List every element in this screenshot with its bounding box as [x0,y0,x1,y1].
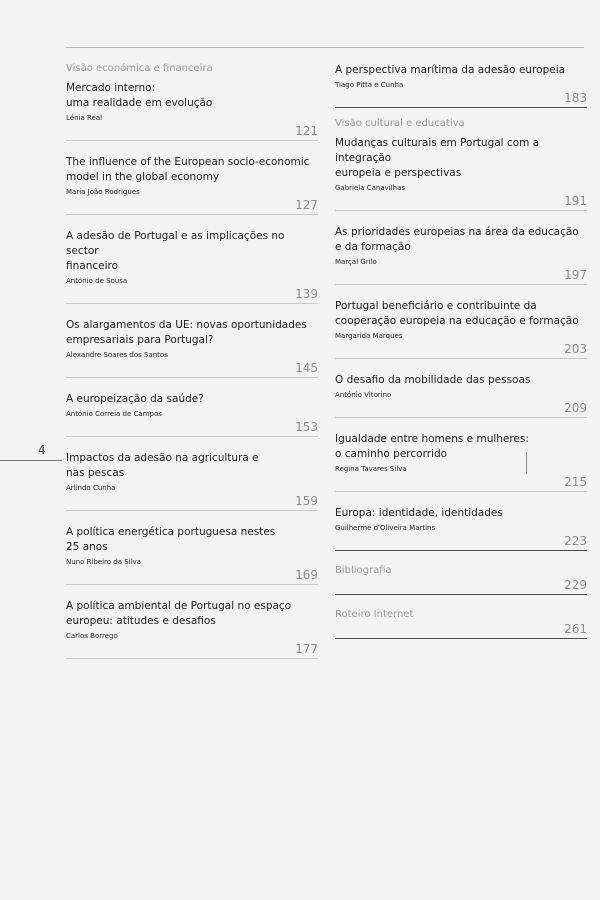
entry-author: António Vitorino [335,391,392,399]
entry-page: 153 [295,420,318,434]
toc-entry[interactable] [335,63,587,108]
toc-right-column [335,63,587,653]
entry-rule [66,584,318,585]
entry-title: Bibliografia [335,565,392,576]
entry-title: Igualdade entre homens e mulheres: o caminho percorrido [335,433,529,460]
toc-entry-roteiro[interactable] [335,609,587,639]
section-heading: Visão económica e financeira [66,63,213,74]
entry-author: António Correia de Campos [66,410,162,418]
entry-title: Roteiro Internet [335,609,414,620]
entry-author: Lénia Real [66,114,103,122]
entry-rule [335,638,587,639]
entry-author: Gabriela Canavilhas [335,184,406,192]
entry-page: 145 [295,361,318,375]
entry-rule [66,140,318,141]
entry-page: 139 [295,287,318,301]
entry-page: 127 [295,198,318,212]
entry-rule [66,214,318,215]
entry-author: Marçal Grilo [335,258,377,266]
toc-entry[interactable] [66,525,318,585]
entry-page: 169 [295,568,318,582]
entry-page: 183 [564,91,587,105]
entry-title: Os alargamentos da UE: novas oportunidades empresariais para Portugal? [66,319,307,346]
entry-page: 159 [295,494,318,508]
entry-author: Alexandre Soares dos Santos [66,351,168,359]
entry-title: O desafio da mobilidade das pessoas [335,374,531,386]
top-rule [66,47,584,48]
entry-author: Nuno Ribeiro da Silva [66,558,142,566]
entry-page: 209 [564,401,587,415]
entry-title: Portugal beneficiário e contribuinte da cooperação europeia na educação e formação [335,300,579,327]
toc-entry[interactable] [66,155,318,215]
entry-rule [335,284,587,285]
entry-page: 215 [564,475,587,489]
toc-entry[interactable] [335,506,587,551]
entry-page: 197 [564,268,587,282]
entry-rule [335,594,587,595]
entry-page: 229 [564,578,587,592]
pencil-mark [526,452,527,474]
page-number: 4 [38,443,46,457]
entry-author: Guilherme d'Oliveira Martins [335,524,436,532]
entry-page: 261 [564,622,587,636]
toc-entry[interactable] [335,299,587,359]
entry-page: 121 [295,124,318,138]
toc-entry[interactable] [66,451,318,511]
entry-author: Maria João Rodrigues [66,188,140,196]
entry-title: Mercado interno: uma realidade em evolução [66,82,213,109]
entry-title: The influence of the European socio-economic model in the global economy [66,156,310,183]
entry-rule [335,210,587,211]
entry-rule [335,491,587,492]
entry-author: Margarida Marques [335,332,403,340]
toc-entry[interactable] [66,229,318,304]
toc-left-column [66,63,318,673]
entry-title: A adesão de Portugal e as implicações no sector financeiro [66,230,285,272]
toc-entry[interactable] [66,392,318,437]
entry-author: Arlindo Cunha [66,484,116,492]
entry-title: As prioridades europeias na área da educação e da formação [335,226,579,253]
toc-entry[interactable] [335,373,587,418]
toc-entry[interactable] [335,225,587,285]
entry-page: 177 [295,642,318,656]
section-heading: Visão cultural e educativa [335,118,465,129]
entry-rule [66,658,318,659]
toc-entry[interactable] [66,318,318,378]
toc-entry-bibliografia[interactable] [335,565,587,595]
entry-rule [335,550,587,551]
page-number-rule [0,460,62,461]
toc-entry[interactable] [66,599,318,659]
entry-rule [66,510,318,511]
entry-title: A perspectiva marítima da adesão europeia [335,64,566,76]
entry-author: António de Sousa [66,277,128,285]
entry-author: Tiago Pitta e Cunha [335,81,404,89]
entry-rule [66,303,318,304]
entry-page: 203 [564,342,587,356]
entry-rule [335,417,587,418]
entry-title: Mudanças culturais em Portugal com a integração europeia e perspectivas [335,137,540,179]
entry-title: A europeização da saúde? [66,393,204,405]
entry-rule [66,377,318,378]
entry-rule [335,358,587,359]
entry-page: 191 [564,194,587,208]
entry-title: A política ambiental de Portugal no espaço europeu: atitudes e desafios [66,600,292,627]
entry-title: Europa: identidade, identidades [335,507,503,519]
entry-author: Regina Tavares Silva [335,465,407,473]
toc-entry[interactable] [335,136,587,211]
entry-rule [335,107,587,108]
toc-entry[interactable] [66,81,318,141]
entry-page: 223 [564,534,587,548]
toc-entry[interactable] [335,432,587,492]
entry-rule [66,436,318,437]
entry-title: Impactos da adesão na agricultura e nas pescas [66,452,259,479]
entry-author: Carlos Borrego [66,632,118,640]
entry-title: A política energética portuguesa nestes 25 anos [66,526,276,553]
